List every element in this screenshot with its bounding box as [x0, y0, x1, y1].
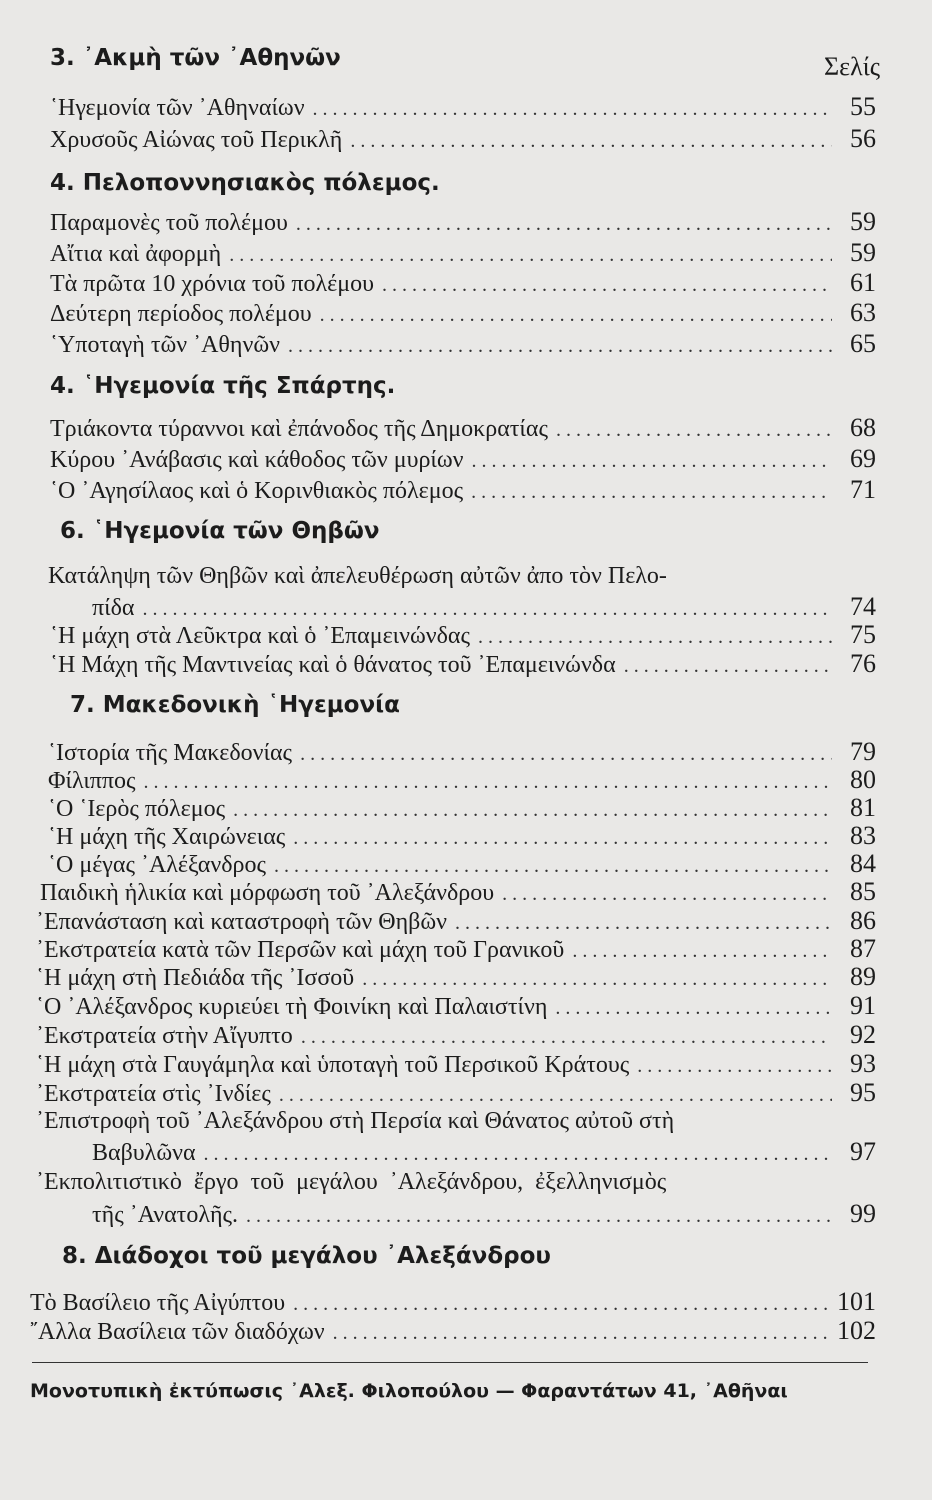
entry-page: 83: [850, 821, 876, 850]
toc-entry: [50, 298, 876, 328]
toc-entry: [36, 906, 876, 936]
entry-title: ῾Ο μέγας ᾿Αλέξανδρος: [48, 852, 267, 878]
entry-title: Παραμονὲς τοῦ πολέμου: [50, 210, 288, 236]
leader-dots: [288, 335, 832, 358]
toc-entry: [50, 444, 876, 474]
entry-title: Δεύτερη περίοδος πολέμου: [50, 301, 312, 327]
section-5-heading: 4. ῾Ηγεμονία τῆς Σπάρτης.: [50, 373, 396, 399]
entry-title: ῾Η μάχη στὴ Πεδιάδα τῆς ᾿Ισσοῦ: [36, 965, 355, 991]
entry-page: 87: [850, 934, 876, 963]
leader-dots: [300, 743, 832, 766]
toc-entry: [50, 238, 876, 268]
entry-page: 59: [850, 207, 876, 236]
toc-entry: [48, 793, 876, 823]
leader-dots: [296, 213, 832, 236]
entry-page: 65: [850, 329, 876, 358]
toc-entry: [48, 737, 876, 767]
entry-page: 55: [850, 92, 876, 121]
entry-title: ῾Ηγεμονία τῶν ᾿Αθηναίων: [50, 95, 305, 121]
leader-dots: [320, 304, 832, 327]
entry-title: ᾿Εκστρατεία στὴν Αἴγυπτο: [36, 1023, 293, 1049]
entry-page: 85: [850, 877, 876, 906]
section-4-heading: 4. Πελοποννησιακὸς πόλεμος.: [50, 170, 440, 196]
toc-entry: [50, 92, 876, 122]
toc-entry: [36, 1049, 876, 1079]
toc-entry: [50, 207, 876, 237]
toc-entry: [48, 821, 876, 851]
leader-dots: [229, 244, 832, 267]
entry-page: 71: [850, 475, 876, 504]
entry-title: ᾿Επανάσταση καὶ καταστροφὴ τῶν Θηβῶν: [36, 909, 447, 935]
leader-dots: [301, 1026, 832, 1049]
toc-entry: [50, 413, 876, 443]
toc-entry: [36, 1078, 876, 1108]
leader-dots: [472, 450, 832, 473]
entry-title: ῾Η μάχη στὰ Γαυγάμηλα καὶ ὑποταγὴ τοῦ Περσικοῦ Κράτους: [36, 1052, 630, 1078]
leader-dots: [204, 1143, 832, 1166]
entry-page: 69: [850, 444, 876, 473]
leader-dots: [556, 419, 832, 442]
toc-entry: [30, 1287, 876, 1317]
leader-dots: [293, 827, 832, 850]
toc-entry: [92, 1199, 876, 1229]
section-6-heading: 6. ῾Ηγεμονία τῶν Θηβῶν: [60, 518, 380, 544]
entry-title-line1: ᾿Επιστροφὴ τοῦ ᾿Αλεξάνδρου στὴ Περσία καὶ Θάνατος αὐτοῦ στὴ: [36, 1108, 675, 1134]
entry-page: 84: [850, 849, 876, 878]
toc-entry: [50, 620, 876, 650]
entry-page: 91: [850, 991, 876, 1020]
entry-title: ῾Υποταγὴ τῶν ᾿Αθηνῶν: [50, 332, 280, 358]
leader-dots: [246, 1205, 832, 1228]
leader-dots: [279, 1084, 832, 1107]
entry-title: Τριάκοντα τύραννοι καὶ ἐπάνοδος τῆς Δημοκρατίας: [50, 416, 548, 442]
leader-dots: [478, 626, 832, 649]
toc-entry: [50, 475, 876, 505]
toc-entry: [36, 1020, 876, 1050]
entry-title-line1: ᾿Εκπολιτιστικὸ ἔργο τοῦ μεγάλου ᾿Αλεξάνδρου, ἐξελληνισμὸς: [36, 1169, 667, 1195]
entry-page: 81: [850, 793, 876, 822]
entry-page: 92: [850, 1020, 876, 1049]
entry-title: ῾Ο ῾Ιερὸς πόλεμος: [48, 796, 226, 822]
entry-page: 80: [850, 765, 876, 794]
entry-title: ᾿Εκστρατεία κατὰ τῶν Περσῶν καὶ μάχη τοῦ Γρανικοῦ: [36, 937, 565, 963]
entry-title: ῾Ιστορία τῆς Μακεδονίας: [48, 740, 293, 766]
toc-entry: [48, 765, 876, 795]
leader-dots: [455, 912, 832, 935]
entry-page: 79: [850, 737, 876, 766]
entry-title: Βαβυλῶνα: [92, 1140, 196, 1166]
entry-title: ῾Η μάχη στὰ Λεῦκτρα καὶ ὁ ᾿Επαμεινώνδας: [50, 623, 470, 649]
entry-page: 61: [850, 268, 876, 297]
entry-title: ῎Αλλα Βασίλεια τῶν διαδόχων: [30, 1319, 325, 1345]
entry-page: 74: [850, 592, 876, 621]
leader-dots: [333, 1322, 829, 1345]
entry-title: Αἴτια καὶ ἀφορμὴ: [50, 241, 222, 267]
entry-title: Φίλιππος: [48, 768, 136, 794]
toc-entry: [92, 592, 876, 622]
entry-page: 59: [850, 238, 876, 267]
entry-page: 101: [837, 1287, 876, 1316]
leader-dots: [293, 1293, 829, 1316]
entry-title: ῾Η μάχη τῆς Χαιρώνειας: [48, 824, 286, 850]
entry-title: Κύρου ᾿Ανάβασις καὶ κάθοδος τῶν μυρίων: [50, 447, 464, 473]
toc-entry: [50, 329, 876, 359]
entry-title-line1: Κατάληψη τῶν Θηβῶν καὶ ἀπελευθέρωση αὐτῶν ἀπο τὸν Πελο-: [48, 563, 667, 589]
entry-page: 76: [850, 649, 876, 678]
entry-page: 68: [850, 413, 876, 442]
entry-page: 93: [850, 1049, 876, 1078]
leader-dots: [233, 799, 832, 822]
entry-page: 86: [850, 906, 876, 935]
entry-page: 97: [850, 1137, 876, 1166]
leader-dots: [274, 855, 832, 878]
leader-dots: [624, 655, 832, 678]
entry-title: Τὸ Βασίλειο τῆς Αἰγύπτου: [30, 1290, 286, 1316]
toc-entry: [50, 124, 876, 154]
entry-page: 99: [850, 1199, 876, 1228]
leader-dots: [144, 771, 832, 794]
toc-entry: [50, 268, 876, 298]
toc-entry: [92, 1137, 876, 1167]
leader-dots: [637, 1055, 832, 1078]
printer-imprint: Μονοτυπικὴ ἐκτύπωσις ᾿Αλεξ. Φιλοπούλου — Φαραντάτων 41, ᾿Αθῆναι: [30, 1380, 788, 1402]
entry-page: 75: [850, 620, 876, 649]
footer-rule: [32, 1362, 868, 1363]
toc-entry: [30, 1316, 876, 1346]
toc-entry: [40, 877, 876, 907]
leader-dots: [555, 997, 832, 1020]
leader-dots: [502, 883, 832, 906]
entry-page: 89: [850, 962, 876, 991]
entry-title: ᾿Εκστρατεία στὶς ᾿Ινδίες: [36, 1081, 271, 1107]
entry-title: ῾Ο ᾿Αλέξανδρος κυριεύει τὴ Φοινίκη καὶ Παλαιστίνη: [36, 994, 548, 1020]
leader-dots: [350, 130, 832, 153]
leader-dots: [382, 274, 832, 297]
entry-title: ῾Η Μάχη τῆς Μαντινείας καὶ ὁ θάνατος τοῦ ᾿Επαμεινώνδα: [50, 652, 616, 678]
entry-page: 102: [837, 1316, 876, 1345]
entry-title: Χρυσοῦς Αἰώνας τοῦ Περικλῆ: [50, 127, 343, 153]
toc-entry: [36, 934, 876, 964]
toc-entry: [36, 962, 876, 992]
toc-entry: [50, 649, 876, 679]
entry-page: 63: [850, 298, 876, 327]
leader-dots: [572, 940, 832, 963]
leader-dots: [362, 968, 832, 991]
leader-dots: [471, 481, 832, 504]
section-8-heading: 8. Διάδοχοι τοῦ μεγάλου ᾿Αλεξάνδρου: [62, 1243, 551, 1269]
entry-title: τῆς ᾿Ανατολῆς.: [92, 1202, 239, 1228]
entry-title: πίδα: [92, 595, 135, 621]
toc-entry: [48, 849, 876, 879]
entry-page: 95: [850, 1078, 876, 1107]
section-3-heading: 3. ᾿Ακμὴ τῶν ᾿Αθηνῶν: [50, 45, 341, 71]
leader-dots: [142, 598, 832, 621]
page-column-label: Σελίς: [824, 52, 880, 81]
leader-dots: [313, 98, 832, 121]
entry-page: 56: [850, 124, 876, 153]
toc-entry: [36, 991, 876, 1021]
section-7-heading: 7. Μακεδονικὴ ῾Ηγεμονία: [70, 692, 400, 718]
entry-title: ῾Ο ᾿Αγησίλαος καὶ ὁ Κορινθιακὸς πόλεμος: [50, 478, 464, 504]
entry-title: Παιδικὴ ἡλικία καὶ μόρφωση τοῦ ᾿Αλεξάνδρου: [40, 880, 495, 906]
entry-title: Τὰ πρῶτα 10 χρόνια τοῦ πολέμου: [50, 271, 374, 297]
